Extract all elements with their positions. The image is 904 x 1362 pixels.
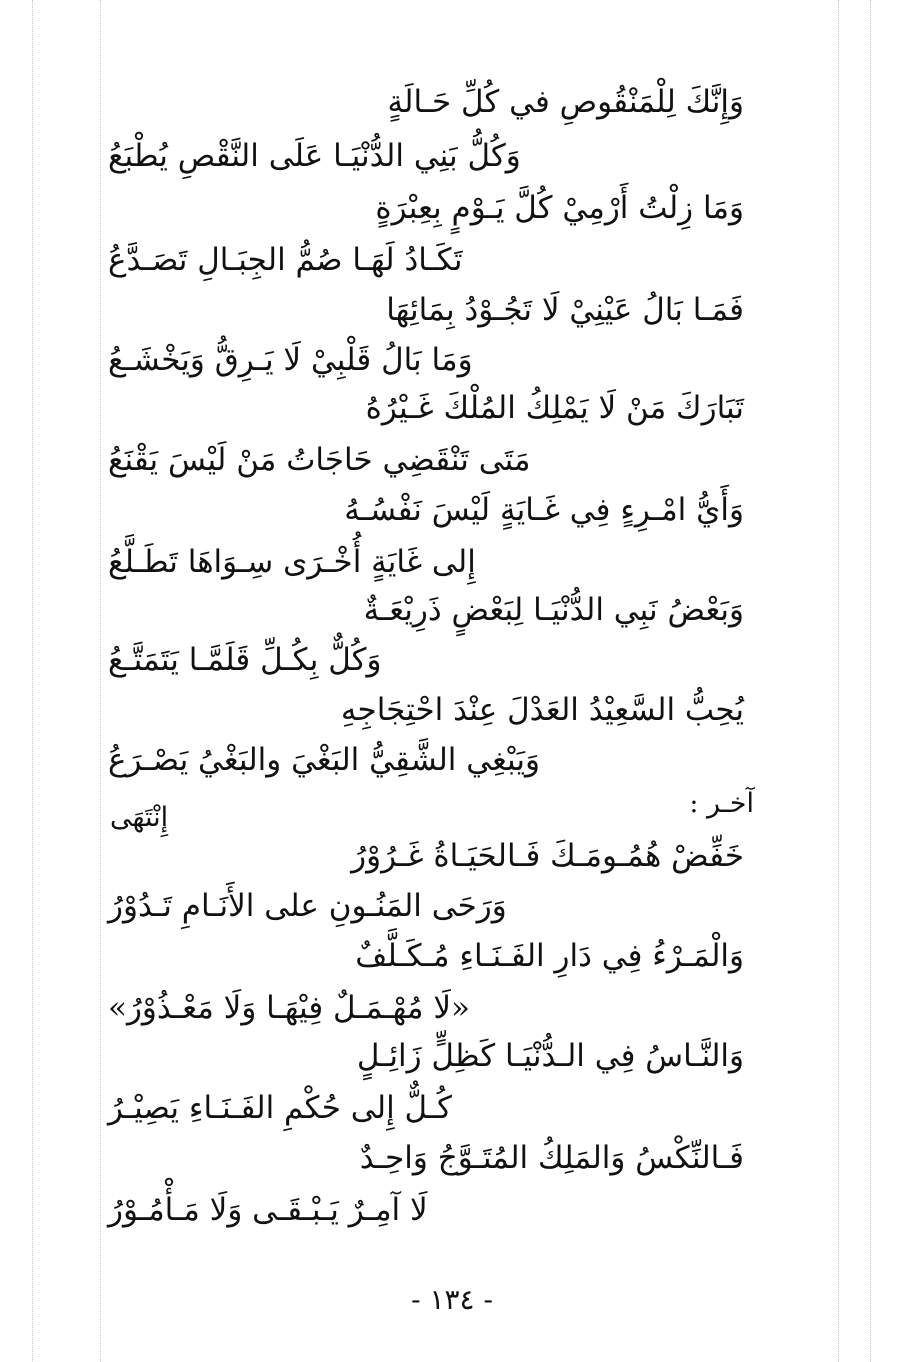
verse-line: وَرَحَى المَنُـونِ على الأَنَـامِ تَـدُوْرُ [108,888,507,924]
verse-line: وَيَبْغِي الشَّقِيُّ البَغْيَ والبَغْيُ يَصْـرَعُ [108,742,540,778]
page-number: - ١٣٤ - [411,1283,493,1316]
verse-line: إِلى غَايَةٍ أُخْـرَى سِـوَاهَا تَطَـلَّعُ [108,544,476,580]
verse-line: وَمَا زِلْتُ أَرْمِيْ كُلَّ يَـوْمٍ بِعِبْرَةٍ [375,190,744,226]
verse-line: «لَا مُهْـمَـلٌ فِيْهَـا وَلَا مَعْـذُوْرُ» [108,990,470,1026]
section-label: آخـر : [689,788,754,819]
verse-line: خَفِّضْ هُمُـومَـكَ فَـالحَيَـاةُ غَـرُوْرُ [351,838,744,874]
end-label: إِنْتَهَى [110,802,169,833]
verse-line: فَمَـا بَالُ عَيْنِيْ لَا تَجُـوْدُ بِمَائِهَا [386,292,744,328]
verse-line: وَإِنَّكَ لِلْمَنْقُوصِ في كُلِّ حَـالَةٍ [387,84,744,120]
verse-line: تَبَارَكَ مَنْ لَا يَمْلِكُ المُلْكَ غَـيْرُهُ [365,390,744,426]
verse-line: يُحِبُّ السَّعِيْدُ العَدْلَ عِنْدَ احْتِجَاجِهِ [340,692,744,728]
verse-line: فَـالنِّكْسُ وَالمَلِكُ المُتَـوَّجُ وَاحِـدٌ [359,1140,744,1176]
verse-line: مَتَى تَنْقَضِي حَاجَاتُ مَنْ لَيْسَ يَقْنَعُ [108,442,531,478]
verse-line: وَكُلٌّ بِكُـلِّ قَلَمَّـا يَتَمَتَّـعُ [108,642,382,678]
verse-line: وَكُلُّ بَنِي الدُّنْيَـا عَلَى النَّقْصِ يُطْبَعُ [108,138,521,174]
verse-line: وَالْمَـرْءُ فِي دَارِ الفَـنَـاءِ مُـكَـلَّفٌ [355,938,744,974]
verse-line: وَأَيُّ امْـرِءٍ فِي غَـايَةٍ لَيْسَ نَفْسُـهُ [344,492,744,528]
verse-line: وَالنَّـاسُ فِي الـدُّنْيَـا كَظِلٍّ زَائِـلٍ [356,1038,744,1074]
verse-line: وَمَا بَالُ قَلْبِيْ لَا يَـرِقُّ وَيَخْشَـعُ [108,342,473,378]
verse-line: تَكَـادُ لَهَـا صُمُّ الجِبَـالِ تَصَـدَّعُ [108,242,463,278]
verse-line: لَا آمِـرٌ يَـبْـقَـى وَلَا مَـأْمُـوْرُ [108,1192,428,1228]
verse-line: كُـلٌّ إِلى حُكْمِ الفَـنَـاءِ يَصِيْـرُ [108,1090,452,1126]
verse-line: وَبَعْضُ نَبِي الدُّنْيَـا لِبَعْضٍ ذَرِيْعَـةٌ [363,592,744,628]
